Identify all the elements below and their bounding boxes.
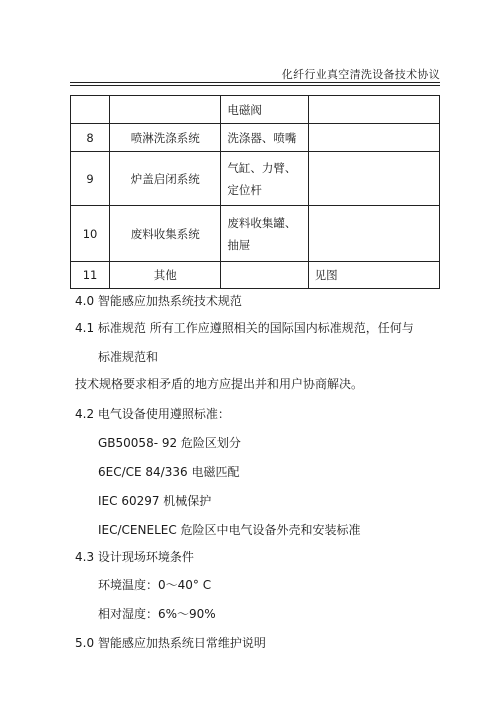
cell-no: 8 [71,124,110,152]
cell-name: 喷淋洗涤系统 [110,124,221,152]
section-4-2-heading: 4.2 电气设备使用遵照标准： [75,407,230,421]
cell-parts: 电磁阀 [221,96,308,124]
section-5-0-heading: 5.0 智能感应加热系统日常维护说明 [75,636,266,650]
standard-item: IEC/CENELEC 危险区中电气设备外壳和安装标准 [98,523,361,537]
standard-item: GB50058- 92 危险区划分 [98,436,241,450]
env-temperature: 环境温度：0～40° C [98,578,212,592]
standard-item: 6EC/CE 84/336 电磁匹配 [98,465,240,479]
cell-name: 其他 [110,262,221,289]
section-4-1-text-cont: 标准规范和 [98,350,159,364]
table-row [71,152,440,206]
cell-parts: 洗涤器、喷嘴 [221,124,308,152]
cell-name: 炉盖启闭系统 [110,152,221,206]
cell-parts [221,262,308,289]
table-row [71,96,440,124]
cell-no: 11 [71,262,110,289]
cell-no [71,96,110,124]
cell-name: 废料收集系统 [110,206,221,262]
cell-parts: 气缸、力臂、定位杆 [221,152,308,206]
cell-parts: 废料收集罐、抽屉 [221,206,308,262]
cell-note: 见图 [308,262,439,289]
cell-no: 10 [71,206,110,262]
section-4-1-text-cont2: 技术规格要求相矛盾的地方应提出并和用户协商解决。 [75,377,364,391]
standard-item: IEC 60297 机械保护 [98,494,212,508]
header-rule [70,82,440,83]
page-header-title: 化纤行业真空清洗设备技术协议 [281,68,440,81]
table-row [71,124,440,152]
cell-no: 9 [71,152,110,206]
table-row [71,262,440,289]
cell-name [110,96,221,124]
cell-note [308,124,439,152]
header-rule-thin [70,85,440,86]
section-4-3-heading: 4.3 设计现场环境条件 [75,550,194,564]
cell-note [308,206,439,262]
equipment-table [70,95,440,289]
env-humidity: 相对湿度：6%～90% [98,607,216,621]
section-4-1-text: 4.1 标准规范 所有工作应遵照相关的国际国内标准规范，任何与 [75,321,414,335]
section-4-0-heading: 4.0 智能感应加热系统技术规范 [75,294,242,308]
cell-note [308,96,439,124]
table-row [71,206,440,262]
cell-note [308,152,439,206]
